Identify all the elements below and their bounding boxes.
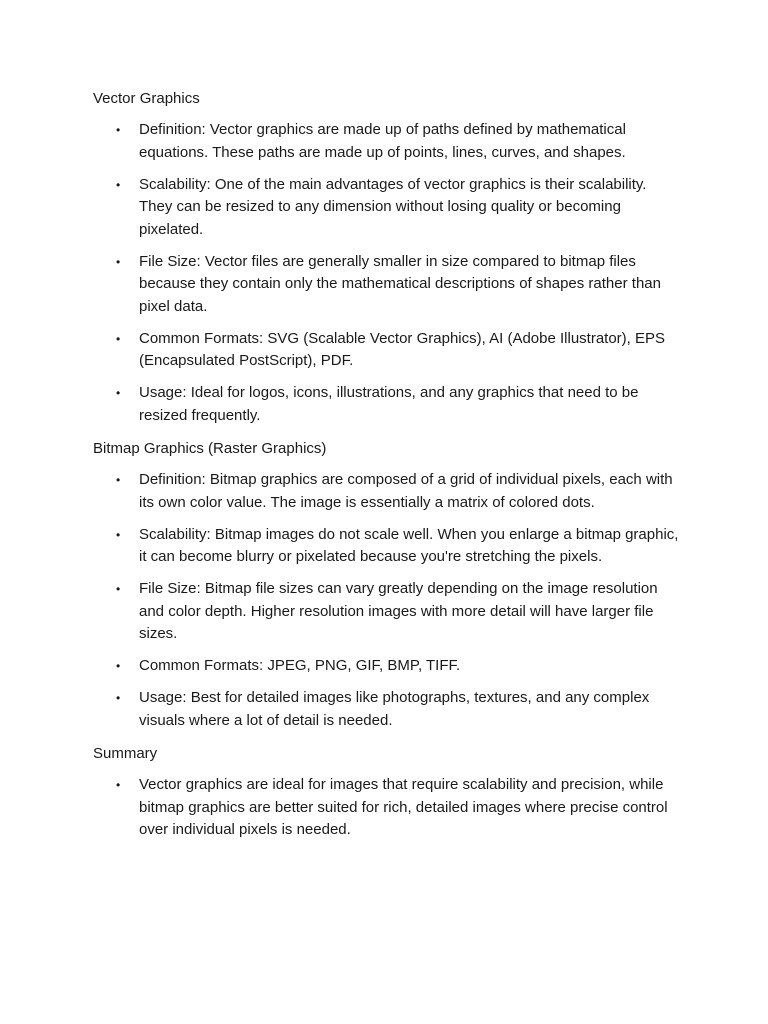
list-item <box>93 655 683 678</box>
document-body <box>93 88 683 853</box>
list-item-text: Usage: Ideal for logos, icons, illustrations, and any graphics that need to be resized frequently. <box>139 384 639 424</box>
section-heading-vector-graphics: Vector Graphics <box>93 90 200 107</box>
bullet-icon: • <box>116 177 121 192</box>
bullet-icon: • <box>116 582 121 596</box>
list-item-text: File Size: Bitmap file sizes can vary greatly depending on the image resolution and color depth. Higher resolution images with more detail will have larger file sizes. <box>139 580 658 642</box>
list-item-text: Scalability: One of the main advantages of vector graphics is their scalability. They can be resized to any dimension without losing quality or becoming pixelated. <box>139 175 647 238</box>
bullet-icon: • <box>116 473 121 487</box>
list-item <box>93 469 683 514</box>
list-item-text: Scalability: Bitmap images do not scale well. When you enlarge a bitmap graphic, it can become blurry or pixelated because you're stretching the pixels. <box>139 525 679 565</box>
list-item <box>93 774 683 842</box>
list-item-text: Vector graphics are ideal for images that require scalability and precision, while bitmap graphics are better suited for rich, detailed images where precise control over individual pixels is needed. <box>139 776 668 838</box>
bullet-icon: • <box>116 331 121 346</box>
section-heading-summary: Summary <box>93 745 158 762</box>
summary-list <box>93 774 683 842</box>
bullet-icon: • <box>116 386 121 400</box>
list-item <box>93 687 683 732</box>
list-item <box>93 578 683 646</box>
list-item <box>93 251 683 319</box>
list-item-text: File Size: Vector files are generally smaller in size compared to bitmap files because they contain only the mathematical descriptions of shapes rather than pixel data. <box>139 252 661 315</box>
list-item <box>93 174 683 242</box>
list-item <box>93 328 683 373</box>
list-item-text: Definition: Bitmap graphics are composed of a grid of individual pixels, each with its own color value. The image is essentially a matrix of colored dots. <box>139 471 673 511</box>
list-item-text: Usage: Best for detailed images like photographs, textures, and any complex visuals where a lot of detail is needed. <box>139 689 650 729</box>
bullet-icon: • <box>116 123 121 137</box>
bullet-icon: • <box>116 691 121 705</box>
bitmap-graphics-list <box>93 469 683 732</box>
bullet-icon: • <box>116 659 121 673</box>
list-item-text: Common Formats: SVG (Scalable Vector Graphics), AI (Adobe Illustrator), EPS (Encapsulated PostScript), PDF. <box>139 329 666 369</box>
bullet-icon: • <box>116 778 121 792</box>
vector-graphics-list <box>93 119 683 427</box>
list-item-text: Common Formats: JPEG, PNG, GIF, BMP, TIFF. <box>139 657 461 674</box>
list-item <box>93 382 683 427</box>
list-item <box>93 119 683 164</box>
list-item-text: Definition: Vector graphics are made up of paths defined by mathematical equations. These paths are made up of points, lines, curves, and shapes. <box>139 121 626 161</box>
list-item <box>93 524 683 569</box>
bullet-icon: • <box>116 527 121 542</box>
bullet-icon: • <box>116 254 121 269</box>
section-heading-bitmap-graphics: Bitmap Graphics (Raster Graphics) <box>93 440 327 457</box>
